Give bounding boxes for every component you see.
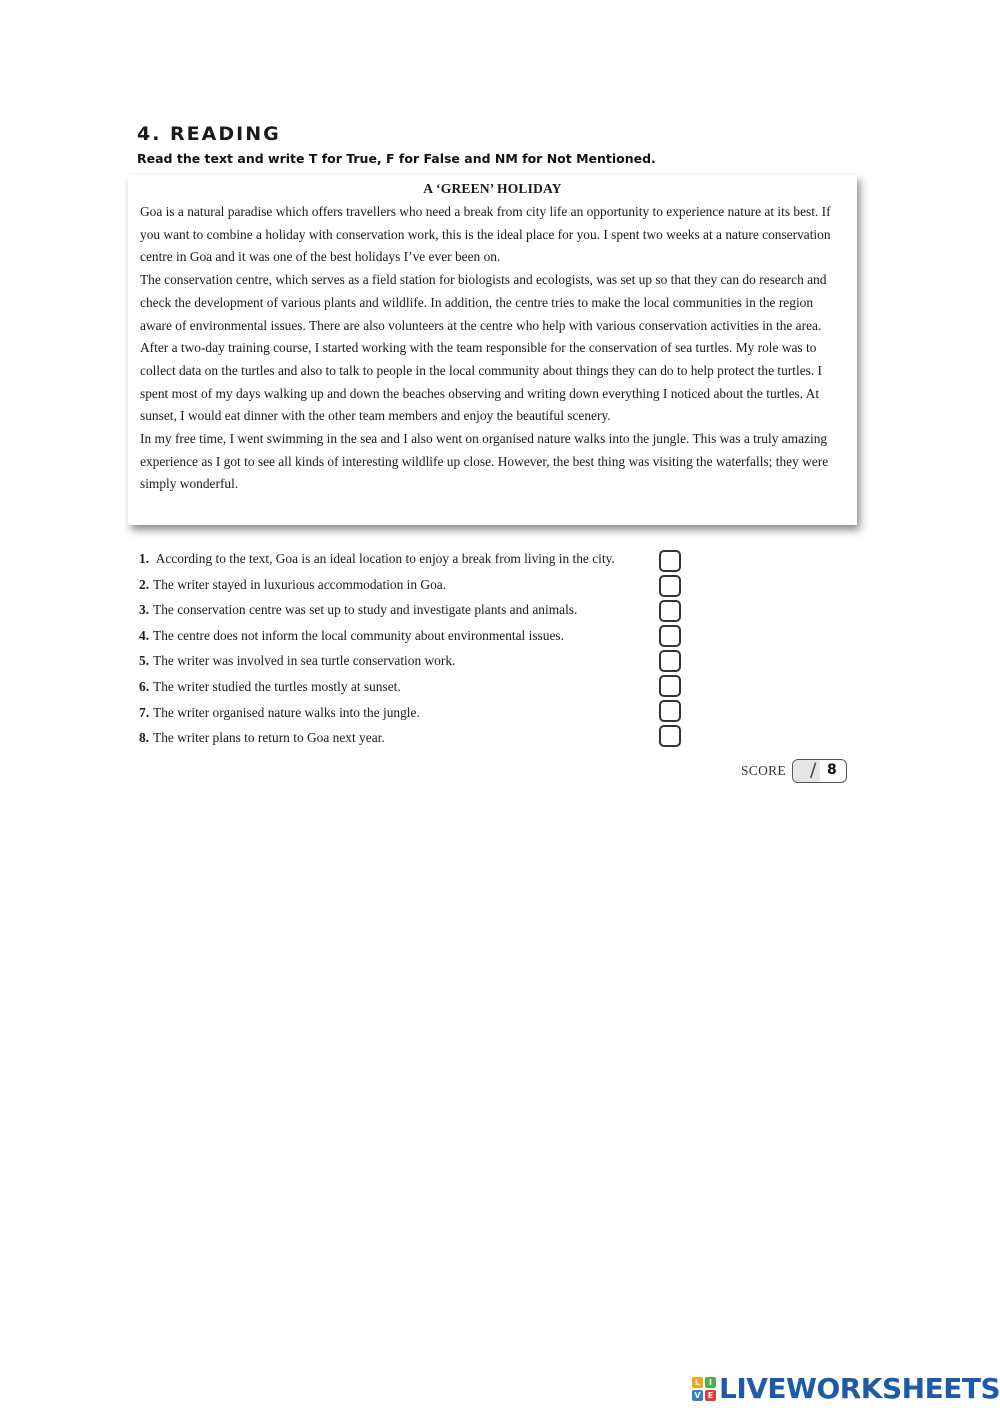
paragraph: Goa is a natural paradise which offers travellers who need a break from city life an opportunity to experience nature at its best. If you want to combine a holiday with conservation work, this is the ideal place for you. I spent two weeks at a nature conservation centre in Goa and it was one of the best holidays I’ve ever been on.: [140, 204, 831, 265]
question-number: 7.: [139, 704, 150, 720]
answer-input-6[interactable]: [659, 675, 681, 697]
score-total: 8: [827, 762, 837, 778]
answer-input-8[interactable]: [659, 725, 681, 747]
question-text: The writer was involved in sea turtle conservation work.: [153, 653, 456, 669]
reading-title: A ‘GREEN’ HOLIDAY: [423, 181, 562, 196]
answer-input-1[interactable]: [659, 550, 681, 572]
logo-tile: E: [705, 1390, 716, 1401]
liveworksheets-logo-icon: [692, 1377, 716, 1401]
section-title: 4. READING: [137, 123, 281, 145]
question-text: The writer studied the turtles mostly at sunset.: [153, 678, 401, 694]
answer-input-4[interactable]: [659, 625, 681, 647]
paragraph: In my free time, I went swimming in the sea and I also went on organised nature walks into the jungle. This was a truly amazing experience as I got to see all kinds of interesting wildlife up close. However, the best thing was visiting the waterfalls; they were simply wonderful.: [140, 431, 829, 492]
brand: [692, 1372, 1000, 1406]
paragraph: The conservation centre, which serves as a field station for biologists and ecologists, was set up so that they can do research and check the development of various plants and wildlife. In addition, the centre tries to make the local communities in the region aware of environmental issues. There are also volunteers at the centre who help with various conservation activities in the area.: [140, 272, 827, 333]
answer-input-2[interactable]: [659, 575, 681, 597]
question-item: [139, 574, 699, 600]
question-item: [139, 548, 699, 574]
question-number: 3.: [139, 602, 150, 618]
question-text: The writer plans to return to Goa next year.: [153, 730, 385, 746]
question-item: [139, 599, 699, 625]
question-text: The writer organised nature walks into the jungle.: [153, 704, 420, 720]
question-number: 4.: [139, 627, 150, 643]
question-number: 2.: [139, 576, 150, 592]
question-item: [139, 676, 699, 702]
logo-tile: I: [705, 1377, 716, 1388]
answer-input-5[interactable]: [659, 650, 681, 672]
question-item: [139, 727, 699, 753]
question-text: The writer stayed in luxurious accommodation in Goa.: [153, 576, 447, 592]
question-text: According to the text, Goa is an ideal location to enjoy a break from living in the city.: [153, 551, 615, 566]
question-number: 5.: [139, 653, 150, 669]
score-box: [792, 759, 847, 783]
answer-input-7[interactable]: [659, 700, 681, 722]
reading-text-box: [128, 175, 857, 525]
score-slash: /: [810, 759, 817, 781]
score-label: SCORE: [741, 763, 787, 778]
question-number: 8.: [139, 730, 150, 746]
instructions: Read the text and write T for True, F for False and NM for Not Mentioned.: [137, 151, 656, 166]
question-list: [139, 548, 699, 753]
question-item: [139, 625, 699, 651]
question-item: [139, 702, 699, 728]
question-text: The conservation centre was set up to study and investigate plants and animals.: [153, 602, 578, 618]
logo-tile: L: [692, 1377, 703, 1388]
paragraph: After a two-day training course, I started working with the team responsible for the conservation of sea turtles. My role was to collect data on the turtles and also to talk to people in the local community about things they can do to help protect the turtles. I spent most of my days walking up and down the beaches observing and writing down everything I noticed about the turtles. At sunset, I would eat dinner with the other team members and enjoy the beautiful scenery.: [140, 340, 823, 424]
question-item: [139, 650, 699, 676]
question-text: The centre does not inform the local community about environmental issues.: [153, 627, 564, 643]
question-number: 6.: [139, 678, 150, 694]
question-number: 1.: [139, 551, 150, 566]
logo-tile: V: [692, 1390, 703, 1401]
brand-text: LIVEWORKSHEETS: [719, 1372, 1000, 1405]
answer-input-3[interactable]: [659, 600, 681, 622]
